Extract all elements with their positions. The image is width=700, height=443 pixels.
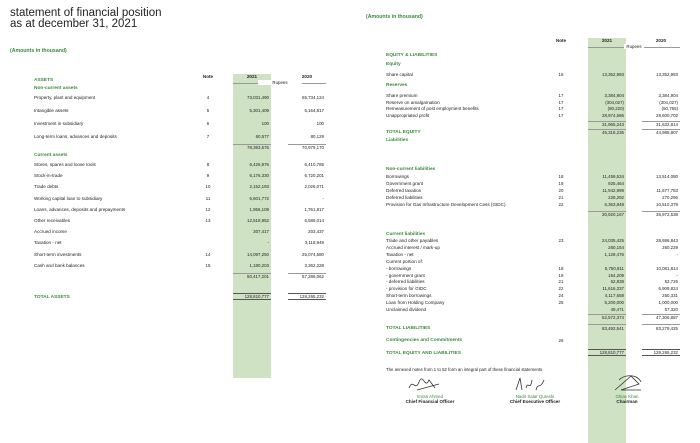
- row-note: 25: [558, 300, 564, 306]
- row-label: Accrued interest / mark-up: [386, 244, 440, 250]
- row-value-2021: 3,384,904: [604, 93, 624, 98]
- share-capital-label: Share capital: [386, 72, 413, 77]
- row-note: 14: [205, 251, 211, 257]
- row-value-2021: 11,942,999: [602, 188, 624, 193]
- signatory-chairman: Ghias Khan Chairman: [615, 394, 639, 404]
- total-equity-label: TOTAL EQUITY: [386, 130, 421, 135]
- assets-heading: ASSETS: [34, 78, 54, 83]
- row-value-2020: 5,164,817: [304, 108, 324, 113]
- share-capital-note: 16: [558, 72, 564, 77]
- noncurrent-total-2020: 70,979,170: [302, 145, 324, 150]
- reserves-heading: Reserves: [386, 83, 408, 88]
- row-value-2021: 4,117,658: [604, 293, 624, 299]
- row-value-2020: 270,296: [662, 195, 678, 200]
- equity-liabilities-heading: EQUITY & LIABILITIES: [386, 53, 438, 58]
- total-equity-liabilities-2020: 128,265,232: [653, 350, 678, 355]
- total-liabilities-2021: 83,492,541: [602, 326, 624, 331]
- row-value-2020: 10,510,379: [656, 202, 678, 207]
- noncurrent-assets-heading: Non-current assets: [34, 86, 78, 91]
- signature-chairman: [611, 372, 645, 394]
- row-value-2021: 60,577: [255, 134, 269, 139]
- current-total-2021: 50,417,201: [247, 274, 269, 279]
- row-value-2021: 28,974,586: [602, 112, 624, 118]
- year-2021-header-right: 2021: [601, 38, 613, 43]
- row-value-2021: 62,838: [610, 279, 624, 285]
- row-label: Short-term borrowings: [386, 293, 432, 299]
- row-note: 6: [206, 121, 210, 126]
- row-note: 17: [558, 99, 564, 105]
- total-equity-2021: 45,318,236: [602, 130, 624, 135]
- row-label: Accrued income: [34, 229, 67, 235]
- row-label: Current portion of:: [386, 258, 424, 264]
- row-label: Short-term investments: [34, 251, 82, 257]
- row-label: Trade debts: [34, 184, 59, 190]
- row-value-2020: 80,129: [310, 134, 324, 139]
- cl-total-2021: 52,572,374: [602, 315, 624, 320]
- row-label: Unclaimed dividend: [386, 307, 427, 312]
- total-assets-2020: 128,265,232: [299, 294, 324, 299]
- amounts-label: (Amounts in thousand): [10, 48, 67, 54]
- rupees-header-right: Rupees: [626, 44, 642, 49]
- row-value-2021: 5,200,000: [604, 300, 624, 306]
- row-label: Remeasurement of post employment benefits: [386, 106, 479, 111]
- row-value-2020: 3,384,904: [658, 93, 678, 98]
- row-label: Property, plant and equipment: [34, 95, 96, 100]
- row-value-2021: (80,220): [607, 106, 624, 111]
- row-note: 17: [558, 106, 564, 111]
- row-value-2021: 73,031,490: [247, 95, 269, 100]
- row-value-2020: 3,362,228: [304, 262, 324, 268]
- row-label: - government grant: [386, 272, 425, 278]
- equity-heading: Equity: [386, 62, 401, 67]
- row-label: Loan from Holding Company: [386, 300, 445, 306]
- row-note: 20: [558, 188, 564, 193]
- row-note: 10: [205, 184, 211, 190]
- row-value-2020: 28,600,702: [656, 112, 678, 118]
- row-label: Long-term loans, advances and deposits: [34, 134, 117, 139]
- row-value-2021: 925,464: [608, 181, 624, 186]
- row-label: Borrowings: [386, 174, 409, 179]
- current-assets-heading: Current assets: [34, 153, 68, 158]
- footnote: The annexed notes from 1 to 52 form an integral part of these financial statements.: [386, 367, 544, 372]
- row-value-2021: 2,152,193: [249, 184, 269, 190]
- row-value-2020: 250,331: [662, 293, 678, 299]
- total-equity-liabilities-2021: 128,810,777: [599, 350, 624, 355]
- row-label: Taxation - net: [386, 251, 414, 257]
- total-liabilities-label: TOTAL LIABILITIES: [386, 326, 431, 331]
- row-label: Unappropriated profit: [386, 112, 430, 118]
- reserves-total-2020: 31,632,814: [656, 122, 678, 127]
- row-note: 18: [558, 174, 564, 179]
- share-capital-2021: 13,352,993: [602, 72, 624, 77]
- row-note: 22: [558, 286, 564, 292]
- row-value-2020: 10,081,814: [656, 265, 678, 271]
- row-value-2020: (50,765): [661, 106, 678, 111]
- row-value-2020: 1,000,000: [658, 300, 678, 306]
- row-label: Deferred taxation: [386, 188, 422, 193]
- noncurrent-liabilities-heading: Non-current liabilities: [386, 167, 436, 172]
- row-note: 13: [205, 218, 211, 223]
- amounts-label-right: (Amounts in thousand): [366, 14, 423, 20]
- row-label: - deferred liabilities: [386, 279, 425, 285]
- row-value-2020: 28,696,843: [656, 238, 678, 243]
- row-note: 21: [558, 195, 564, 200]
- row-label: Share premium: [386, 93, 418, 98]
- row-label: - borrowings: [386, 265, 412, 271]
- row-value-2021: 1,956,108: [249, 206, 269, 212]
- row-value-2021: 14,097,250: [247, 251, 269, 257]
- row-value-2021: 1,180,203: [249, 262, 269, 268]
- row-note: 18: [558, 265, 564, 271]
- row-value-2021: 11,616,337: [602, 286, 624, 292]
- row-value-2020: 53,726: [664, 279, 678, 285]
- row-note: 24: [558, 293, 564, 299]
- row-value-2021: 6,601,772: [249, 195, 269, 201]
- row-note: 17: [558, 112, 564, 118]
- row-value-2020: 6,410,785: [304, 162, 324, 167]
- row-value-2020: 25,074,580: [302, 251, 324, 257]
- row-value-2020: 13,514,080: [656, 174, 678, 179]
- row-label: Taxation - net: [34, 240, 62, 246]
- row-value-2020: 57,320: [664, 307, 678, 312]
- row-value-2020: 6,586,014: [304, 218, 324, 223]
- contingencies-label: Contingencies and Commitments: [386, 338, 463, 343]
- contingencies-note: 26: [558, 338, 564, 343]
- row-value-2021: 260,154: [608, 244, 624, 250]
- noncurrent-total-2021: 78,393,576: [247, 145, 269, 150]
- row-value-2021: 5,301,409: [249, 108, 269, 113]
- total-equity-liabilities-label: TOTAL EQUITY AND LIABILITIES: [386, 351, 461, 356]
- row-value-2020: 100: [316, 121, 324, 126]
- row-value-2020: 260,229: [662, 244, 678, 250]
- row-label: Provision for Gas Infrastructure Development Cess (GIDC): [386, 202, 506, 207]
- total-equity-2020: 44,985,807: [656, 130, 678, 135]
- row-note: 21: [558, 279, 564, 285]
- ncl-total-2020: 35,972,538: [656, 212, 678, 217]
- row-label: Trade and other payables: [386, 238, 439, 243]
- total-assets-2021: 128,810,777: [244, 294, 269, 299]
- row-label: Loans, advances, deposits and prepayments: [34, 206, 126, 212]
- row-label: Reserve on amalgamation: [386, 99, 440, 105]
- liabilities-heading: Liabilities: [386, 138, 409, 143]
- signatory-ceo: Nadir Salar Qureshi Chief Executive Officer: [509, 394, 561, 404]
- row-label: Stores, spares and loose tools: [34, 162, 96, 167]
- total-assets-label: TOTAL ASSETS: [34, 295, 70, 300]
- row-note: 8: [206, 162, 210, 167]
- ncl-total-2021: 30,920,167: [602, 212, 624, 217]
- row-value-2020: 203,437: [308, 229, 324, 235]
- row-value-2021: 5,750,811: [604, 265, 624, 271]
- row-note: 12: [205, 206, 211, 212]
- row-note: 15: [205, 262, 211, 268]
- row-note: 17: [558, 93, 564, 98]
- row-value-2021: 49,471: [610, 307, 624, 312]
- reserves-total-2021: 31,965,243: [602, 122, 624, 127]
- total-liabilities-2020: 83,279,425: [656, 326, 678, 331]
- row-value-2020: 11,677,783: [656, 188, 678, 193]
- row-label: Cash and bank balances: [34, 262, 85, 268]
- row-note: 23: [558, 238, 564, 243]
- rupees-header: Rupees: [258, 80, 302, 85]
- row-label: Intangible assets: [34, 108, 69, 113]
- row-note: 22: [558, 202, 564, 207]
- row-value-2021: (304,027): [605, 99, 624, 105]
- year-2020-header-right: 2020: [655, 38, 667, 43]
- row-label: Government grant: [386, 181, 424, 186]
- row-label: Stock-in-trade: [34, 173, 63, 179]
- page-title: statement of financial position as at december 31, 2021: [10, 7, 162, 30]
- row-value-2021: 6,176,330: [249, 173, 269, 179]
- row-value-2020: 6,909,824: [658, 286, 678, 292]
- row-note: 9: [206, 173, 210, 179]
- row-value-2020: -: [322, 195, 324, 201]
- current-total-2020: 57,286,062: [302, 274, 324, 279]
- row-value-2021: 307,417: [253, 229, 269, 235]
- row-note: 19: [558, 181, 564, 186]
- row-value-2021: 1,128,476: [604, 251, 624, 257]
- note-header: Note: [202, 74, 214, 79]
- row-note: 4: [206, 95, 210, 100]
- row-note: 11: [205, 195, 211, 201]
- row-note: 5: [206, 108, 210, 113]
- row-note: 7: [206, 134, 210, 139]
- signature-cfo: [405, 374, 449, 394]
- row-value-2021: 24,035,425: [602, 238, 624, 243]
- signatory-cfo: Imran Ahmed Chief Financial Officer: [405, 394, 455, 404]
- row-value-2021: -: [267, 240, 269, 246]
- row-value-2021: 154,209: [608, 272, 624, 278]
- row-value-2020: -: [676, 251, 678, 257]
- row-value-2020: -: [676, 272, 678, 278]
- row-value-2021: 6,363,848: [604, 202, 624, 207]
- share-capital-2020: 13,352,993: [656, 72, 678, 77]
- year-2021-header: 2021: [246, 74, 258, 79]
- row-value-2021: 12,518,952: [247, 218, 269, 223]
- row-label: - provision for GIDC: [386, 286, 427, 292]
- signature-ceo: [512, 374, 552, 394]
- row-value-2020: (304,027): [659, 99, 678, 105]
- row-value-2021: 228,292: [608, 195, 624, 200]
- cl-total-2020: 47,306,887: [656, 315, 678, 320]
- row-label: Investment in subsidiary: [34, 121, 84, 126]
- row-value-2020: 2,026,071: [304, 184, 324, 190]
- year-2020-header: 2020: [301, 74, 313, 79]
- row-value-2021: 11,459,534: [602, 174, 624, 179]
- row-label: Working capital loan to subsidiary: [34, 195, 103, 201]
- row-value-2020: 6,720,201: [304, 173, 324, 179]
- current-liabilities-heading: Current liabilities: [386, 232, 426, 237]
- row-value-2020: 3,118,949: [304, 240, 324, 246]
- note-header-right: Note: [555, 38, 567, 43]
- row-value-2021: 100: [261, 121, 269, 126]
- row-note: 19: [558, 272, 564, 278]
- row-value-2020: 1,761,817: [304, 206, 324, 212]
- row-label: Other receivables: [34, 218, 71, 223]
- row-value-2020: 65,734,124: [302, 95, 324, 100]
- highlight-2021-column: [233, 74, 271, 378]
- row-label: Deferred liabilities: [386, 195, 423, 200]
- row-value-2021: 6,426,976: [249, 162, 269, 167]
